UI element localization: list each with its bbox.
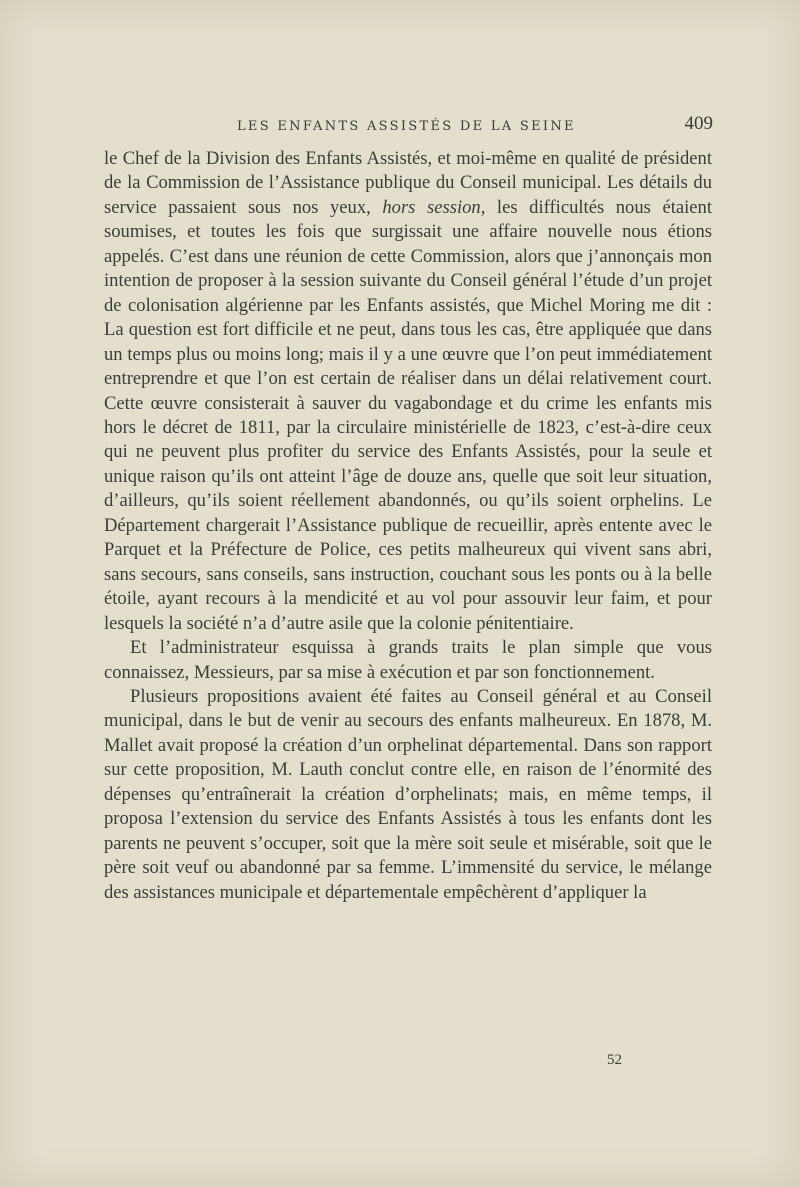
paragraph-1 — [104, 147, 712, 636]
page-header — [105, 113, 713, 141]
page-number: 409 — [684, 113, 713, 134]
italic-phrase: hors session — [382, 196, 481, 218]
signature-mark: 52 — [607, 1052, 622, 1068]
paragraph-1-start: le Chef de la Division des Enfants Assistés, et moi-même en qualité de président de la Commission de l’Assistance publique du Conseil municipal. Les détails du service passaient sous nos yeux, — [104, 148, 712, 218]
body-text — [104, 147, 712, 905]
paragraph-2: Et l’administrateur esquissa à grands traits le plan simple que vous connaissez, Messieurs, par sa mise à exécution et par son fonctionnement. — [104, 637, 712, 683]
paragraph-3: Plusieurs propositions avaient été faites au Conseil général et au Conseil municipal, dans le but de venir au secours des enfants malheureux. En 1878, M. Mallet avait proposé la création d’un orphelinat départemental. Dans son rapport sur cette proposition, M. Lauth conclut contre elle, en raison de l’énormité des dépenses qu’entraînerait la création d’orphelinats; mais, en même temps, il proposa l’extension du service des Enfants Assistés à tous les enfants dont les parents ne peuvent s’occuper, soit que la mère soit seule et misérable, soit que le père soit veuf ou abandonné par sa femme. L’immensité du service, le mélange des assistances municipale et départementale empêchèrent d’appliquer la — [104, 685, 712, 903]
paragraph-1-rest: , les difficultés nous étaient soumises, et toutes les fois que surgissait une affaire nouvelle nous étions appelés. C’est dans une réunion de cette Commission, alors que j’annonçais mon intention de proposer à la session suivante du Conseil général l’étude d’un projet de colonisation algérienne par les Enfants assistés, que Michel Moring me dit : La question est fort difficile et ne peut, dans tous les cas, être appliquée que dans un temps plus ou moins long; mais il y a une œuvre que l’on peut immédiatement entreprendre et que l’on est certain de réaliser dans un délai relativement court. Cette œuvre consisterait à sauver du vagabondage et du crime les enfants mis hors le décret de 1811, par la circulaire ministérielle de 1823, c’est-à-dire ceux qui ne peuvent plus profiter du service des Enfants Assistés, pour la seule et unique raison qu’ils ont atteint l’âge de douze ans, quelle que soit leur situation, d’ailleurs, qu’ils soient réellement abandonnés, ou qu’ils soient orphelins. Le Département chargerait l’Assistance publique de recueillir, après entente avec le Parquet et la Préfecture de Police, ces petits malheureux qui vivent sans abri, sans secours, sans conseils, sans instruction, couchant sous les ponts ou à la belle étoile, ayant recours à la mendicité et au vol pour assouvir leur faim, et pour lesquels la société n’a d’autre asile que la colonie pénitentiaire. — [104, 196, 713, 634]
running-title: LES ENFANTS ASSISTÉS DE LA SEINE — [237, 119, 576, 134]
